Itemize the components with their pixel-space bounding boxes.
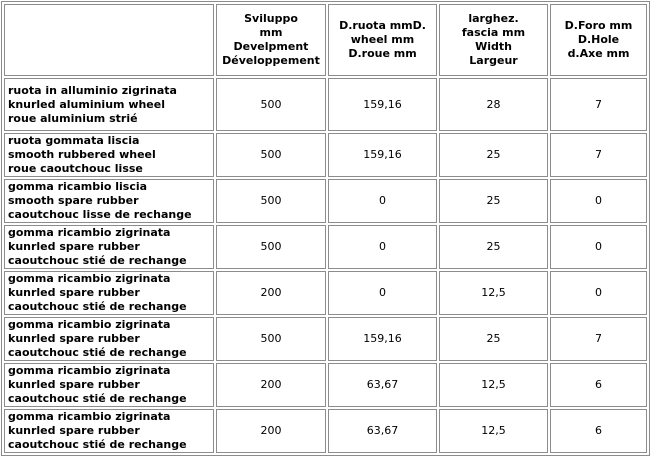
width-cell: 12,5 [439, 409, 548, 453]
table-row [4, 317, 647, 361]
description-cell: gomma ricambio zigrinata kunrled spare rubber caoutchouc stié de rechange [4, 225, 214, 269]
wheel-diameter-cell: 0 [328, 179, 437, 223]
header-cell-wheel-diameter: D.ruota mmD. wheel mm D.roue mm [328, 4, 437, 76]
description-cell: gomma ricambio zigrinata kunrled spare rubber caoutchouc stié de rechange [4, 409, 214, 453]
width-cell: 25 [439, 179, 548, 223]
description-cell: gomma ricambio zigrinata kunrled spare rubber caoutchouc stié de rechange [4, 317, 214, 361]
header-cell-description [4, 4, 214, 76]
development-cell: 500 [216, 133, 326, 177]
description-cell: gomma ricambio liscia smooth spare rubber caoutchouc lisse de rechange [4, 179, 214, 223]
hole-diameter-cell: 6 [550, 409, 647, 453]
hole-diameter-cell: 6 [550, 363, 647, 407]
width-cell: 25 [439, 133, 548, 177]
table-row [4, 409, 647, 453]
width-cell: 25 [439, 317, 548, 361]
width-cell: 12,5 [439, 271, 548, 315]
width-cell: 28 [439, 78, 548, 131]
table-row [4, 271, 647, 315]
development-cell: 200 [216, 363, 326, 407]
header-cell-hole-diameter: D.Foro mm D.Hole d.Axe mm [550, 4, 647, 76]
hole-diameter-cell: 0 [550, 179, 647, 223]
wheel-diameter-cell: 0 [328, 271, 437, 315]
hole-diameter-cell: 7 [550, 133, 647, 177]
description-cell: ruota gommata liscia smooth rubbered wheel roue caoutchouc lisse [4, 133, 214, 177]
table-row [4, 179, 647, 223]
development-cell: 200 [216, 409, 326, 453]
wheel-diameter-cell: 159,16 [328, 78, 437, 131]
header-row [4, 4, 647, 76]
description-cell: ruota in alluminio zigrinata knurled aluminium wheel roue aluminium strié [4, 78, 214, 131]
table-row [4, 133, 647, 177]
header-cell-development: Sviluppo mm Develpment Développement [216, 4, 326, 76]
development-cell: 200 [216, 271, 326, 315]
table-row [4, 225, 647, 269]
header-cell-width: larghez. fascia mm Width Largeur [439, 4, 548, 76]
wheel-diameter-cell: 0 [328, 225, 437, 269]
development-cell: 500 [216, 225, 326, 269]
wheel-diameter-cell: 63,67 [328, 363, 437, 407]
wheel-diameter-cell: 63,67 [328, 409, 437, 453]
hole-diameter-cell: 0 [550, 271, 647, 315]
spec-table [1, 1, 650, 456]
development-cell: 500 [216, 78, 326, 131]
table-row [4, 78, 647, 131]
table-row [4, 363, 647, 407]
development-cell: 500 [216, 179, 326, 223]
wheel-diameter-cell: 159,16 [328, 133, 437, 177]
hole-diameter-cell: 7 [550, 317, 647, 361]
hole-diameter-cell: 0 [550, 225, 647, 269]
wheel-diameter-cell: 159,16 [328, 317, 437, 361]
width-cell: 12,5 [439, 363, 548, 407]
description-cell: gomma ricambio zigrinata kunrled spare rubber caoutchouc stié de rechange [4, 363, 214, 407]
development-cell: 500 [216, 317, 326, 361]
hole-diameter-cell: 7 [550, 78, 647, 131]
description-cell: gomma ricambio zigrinata kunrled spare rubber caoutchouc stié de rechange [4, 271, 214, 315]
width-cell: 25 [439, 225, 548, 269]
